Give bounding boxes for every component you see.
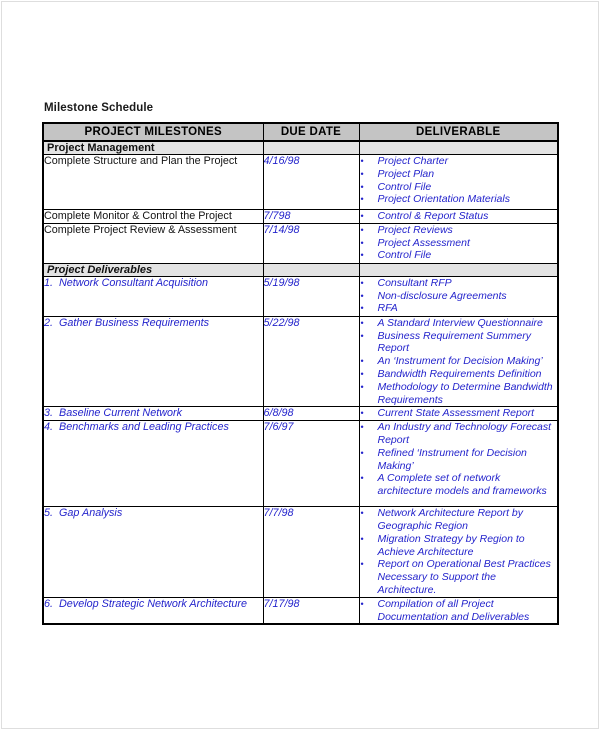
milestone-cell: 6. Develop Strategic Network Architecture (43, 597, 263, 624)
deliverable-cell (359, 210, 558, 224)
deliverable-text: Control & Report Status (377, 210, 489, 222)
deliverable-item (360, 533, 558, 559)
deliverable-item (360, 193, 558, 206)
column-header-due-date: DUE DATE (263, 123, 359, 141)
bullet-icon: • (360, 211, 364, 221)
deliverable-item (360, 237, 558, 250)
empty-cell (359, 141, 558, 155)
column-header-deliverable: DELIVERABLE (359, 123, 558, 141)
bullet-icon: • (360, 408, 364, 419)
deliverable-item (360, 472, 558, 498)
empty-cell (263, 141, 359, 155)
deliverable-text: A Complete set of network architecture models and frameworks (377, 472, 547, 498)
deliverable-text: Business Requirement Summery Report (377, 329, 531, 355)
due-date-cell: 6/8/98 (263, 407, 359, 421)
bullet-icon: • (360, 317, 364, 328)
milestone-cell: 2. Gather Business Requirements (43, 316, 263, 407)
empty-cell (263, 263, 359, 276)
bullet-icon: • (360, 422, 364, 433)
deliverable-text: Migration Strategy by Region to Achieve Architecture (377, 532, 525, 558)
milestone-cell: Complete Project Review & Assessment (43, 223, 263, 263)
deliverable-text: Non-disclosure Agreements (377, 289, 507, 302)
bullet-icon: • (360, 181, 364, 192)
section-row-project-deliverables (43, 263, 558, 276)
bullet-icon: • (360, 237, 364, 248)
table-row (43, 316, 558, 407)
deliverable-text: Project Plan (377, 167, 435, 180)
deliverable-text: An Industry and Technology Forecast Report (377, 421, 552, 446)
deliverable-item (360, 355, 558, 368)
deliverable-cell (359, 155, 558, 210)
deliverable-text: A Standard Interview Questionnaire (377, 316, 543, 329)
deliverable-cell (359, 507, 558, 598)
deliverable-item (360, 368, 558, 381)
deliverable-text: Project Reviews (377, 223, 453, 236)
bullet-icon: • (360, 559, 364, 570)
deliverable-text: Report on Operational Best Practices Necessary to Support the Architecture. (377, 558, 551, 596)
milestone-cell: 4. Benchmarks and Leading Practices (43, 421, 263, 507)
deliverable-text: Current State Assessment Report (377, 407, 535, 420)
bullet-icon: • (360, 356, 364, 367)
deliverable-item (360, 421, 558, 447)
table-row (43, 223, 558, 263)
deliverable-item (360, 317, 558, 330)
section-row-project-management (43, 141, 558, 155)
table-row (43, 597, 558, 624)
bullet-icon: • (360, 381, 364, 392)
table-row (43, 421, 558, 507)
table-row (43, 210, 558, 224)
deliverable-item (360, 507, 558, 533)
deliverable-text: Control File (377, 249, 432, 262)
deliverable-text: Project Charter (377, 155, 449, 167)
due-date-cell: 7/6/97 (263, 421, 359, 507)
bullet-icon: • (360, 194, 364, 205)
section-title: Project Deliverables (43, 263, 263, 276)
deliverable-text: Compilation of all Project Documentation and Deliverables (377, 597, 530, 623)
deliverable-item (360, 181, 558, 194)
due-date-cell: 7/17/98 (263, 597, 359, 624)
table-row (43, 276, 558, 316)
deliverable-item (360, 249, 558, 262)
bullet-icon: • (360, 508, 364, 519)
bullet-icon: • (360, 473, 364, 484)
due-date-cell: 7/14/98 (263, 223, 359, 263)
due-date-cell: 7/7/98 (263, 507, 359, 598)
deliverable-text: Bandwidth Requirements Definition (377, 367, 542, 380)
due-date-cell: 5/22/98 (263, 316, 359, 407)
deliverable-item (360, 224, 558, 237)
table-row (43, 155, 558, 210)
deliverable-text: An ‘Instrument for Decision Making’ (377, 355, 543, 368)
deliverable-cell (359, 421, 558, 507)
deliverable-text: Project Assessment (377, 236, 470, 249)
deliverable-text: RFA (377, 302, 398, 315)
deliverable-item (360, 598, 558, 624)
deliverable-item (360, 290, 558, 303)
bullet-icon: • (360, 368, 364, 379)
bullet-icon: • (360, 330, 364, 341)
deliverable-item (360, 277, 558, 290)
due-date-cell: 7/798 (263, 210, 359, 224)
deliverable-item (360, 302, 558, 315)
empty-cell (359, 263, 558, 276)
deliverable-item (360, 381, 558, 407)
milestone-cell: 3. Baseline Current Network (43, 407, 263, 421)
table-row (43, 507, 558, 598)
bullet-icon: • (360, 168, 364, 179)
bullet-icon: • (360, 533, 364, 544)
page-title: Milestone Schedule (44, 102, 154, 114)
deliverable-cell (359, 223, 558, 263)
deliverable-text: Refined ‘Instrument for Decision Making’ (377, 446, 527, 472)
deliverable-text: Network Architecture Report by Geographic Region (377, 507, 523, 532)
deliverable-text: Project Orientation Materials (377, 193, 510, 206)
deliverable-cell (359, 407, 558, 421)
deliverable-item (360, 168, 558, 181)
column-header-project-milestones: PROJECT MILESTONES (43, 123, 263, 141)
milestone-cell: Complete Monitor & Control the Project (43, 210, 263, 224)
deliverable-cell (359, 276, 558, 316)
bullet-icon: • (360, 156, 364, 166)
deliverable-cell (359, 597, 558, 624)
deliverable-item (360, 155, 558, 168)
section-title: Project Management (43, 141, 263, 155)
milestone-cell: Complete Structure and Plan the Project (43, 155, 263, 210)
milestone-cell: 1. Network Consultant Acquisition (43, 276, 263, 316)
milestone-cell: 5. Gap Analysis (43, 507, 263, 598)
deliverable-text: Control File (377, 180, 432, 193)
bullet-icon: • (360, 598, 364, 609)
milestone-schedule-table (42, 122, 559, 625)
deliverable-item (360, 558, 558, 596)
bullet-icon: • (360, 290, 364, 301)
bullet-icon: • (360, 250, 364, 261)
bullet-icon: • (360, 277, 364, 288)
deliverable-item (360, 210, 558, 223)
deliverable-text: Consultant RFP (377, 276, 452, 289)
bullet-icon: • (360, 303, 364, 314)
table-header-row (43, 123, 558, 141)
due-date-cell: 4/16/98 (263, 155, 359, 210)
deliverable-item (360, 330, 558, 356)
deliverable-cell (359, 316, 558, 407)
deliverable-item (360, 447, 558, 473)
bullet-icon: • (360, 224, 364, 235)
deliverable-item (360, 407, 558, 420)
due-date-cell: 5/19/98 (263, 276, 359, 316)
bullet-icon: • (360, 447, 364, 458)
deliverable-text: Methodology to Determine Bandwidth Requirements (377, 380, 553, 406)
table-row (43, 407, 558, 421)
